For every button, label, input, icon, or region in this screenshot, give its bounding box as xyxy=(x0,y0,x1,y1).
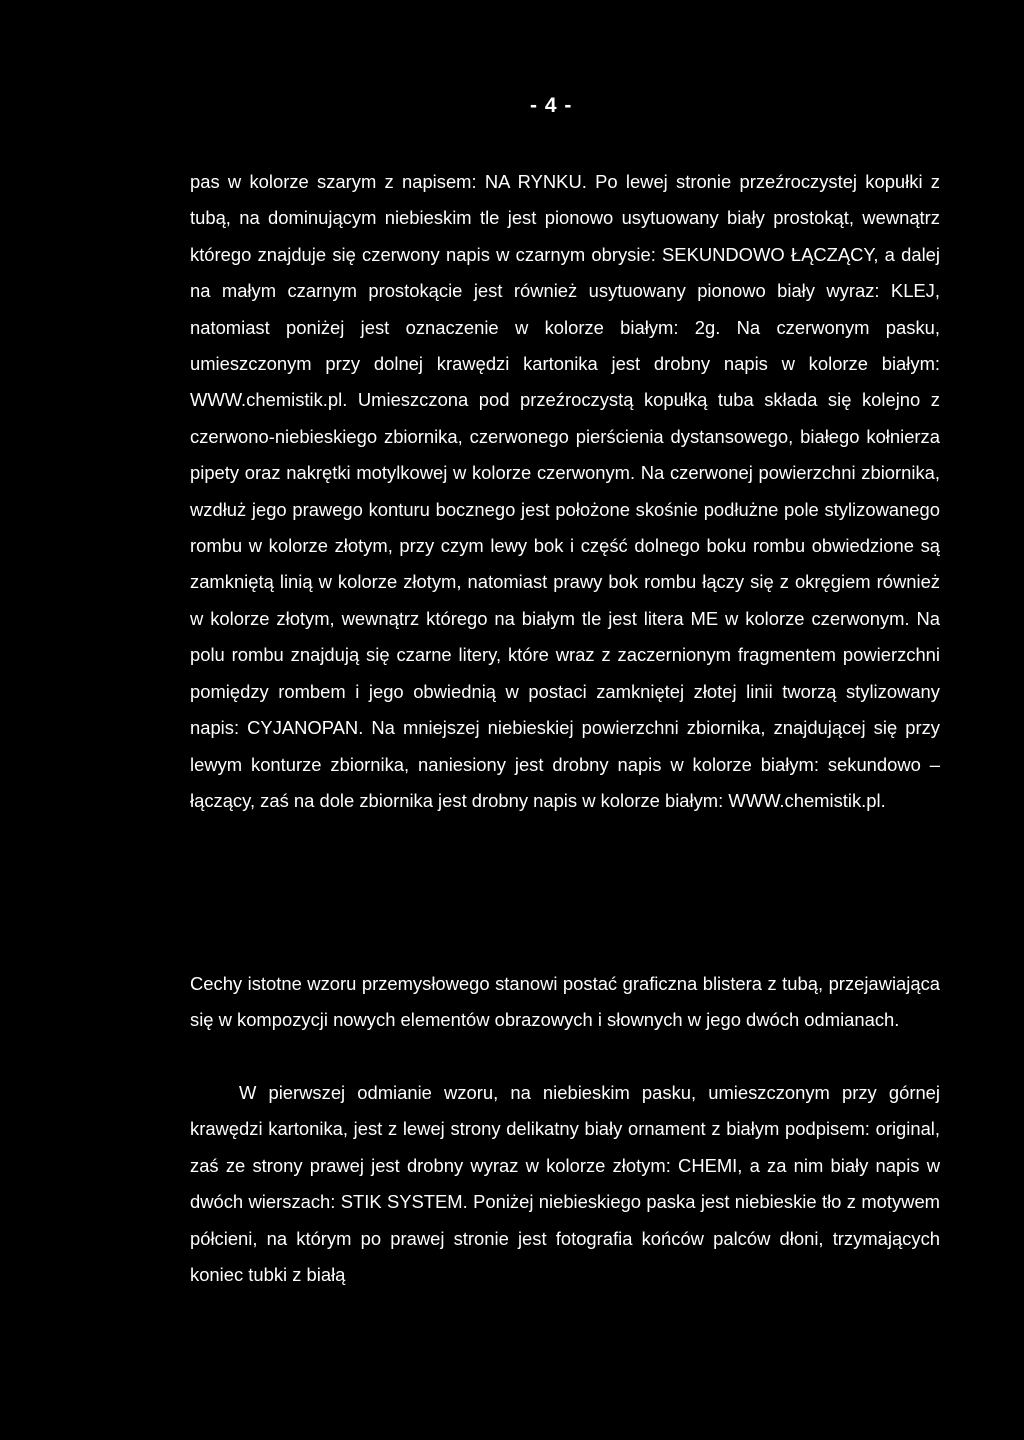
page-number: - 4 - xyxy=(530,94,573,117)
paragraph-first-variant: W pierwszej odmianie wzoru, na niebieskim pasku, umieszczonym przy górnej krawędzi kartonika, jest z lewej strony delikatny biały ornament z białym podpisem: original, zaś ze strony prawej jest drobny wyraz w kolorze złotym: CHEMI, a za nim biały napis w dwóch wierszach: STIK SYSTEM. Poniżej niebieskiego paska jest niebieskie tło z motywem półcieni, na którym po prawej stronie jest fotografia końców palców dłoni, trzymających koniec tubki z białą xyxy=(190,1082,940,1286)
paragraph-essential-features: Cechy istotne wzoru przemysłowego stanowi postać graficzna blistera z tubą, przejawiająca się w kompozycji nowych elementów obrazowych i słownych w jego dwóch odmianach. xyxy=(190,973,940,1031)
paragraph-description-continued: pas w kolorze szarym z napisem: NA RYNKU. Po lewej stronie przeźroczystej kopułki z tubą, na dominującym niebieskim tle jest pionowo usytuowany biały prostokąt, wewnątrz którego znajduje się czerwony napis w czarnym obrysie: SEKUNDOWO ŁĄCZĄCY, a dalej na małym czarnym prostokącie jest również usytuowany pionowo biały wyraz: KLEJ, natomiast poniżej jest oznaczenie w kolorze białym: 2g. Na czerwonym pasku, umieszczonym przy dolnej krawędzi kartonika jest drobny napis w kolorze białym: WWW.chemistik.pl. Umieszczona pod przeźroczystą kopułką tuba składa się kolejno z czerwono-niebieskiego zbiornika, czerwonego pierścienia dystansowego, białego kołnierza pipety oraz nakrętki motylkowej w kolorze czerwonym. Na czerwonej powierzchni zbiornika, wzdłuż jego prawego konturu bocznego jest położone skośnie podłużne pole stylizowanego rombu w kolorze złotym, przy czym lewy bok i część dolnego boku rombu obwiedzione są zamkniętą linią w kolorze złotym, natomiast prawy bok rombu łączy się z okręgiem również w kolorze złotym, wewnątrz którego na białym tle jest litera ME w kolorze czerwonym. Na polu rombu znajdują się czarne litery, które wraz z zaczernionym fragmentem powierzchni pomiędzy rombem i jego obwiednią w postaci zamkniętej złotej linii tworzą stylizowany napis: CYJANOPAN. Na mniejszej niebieskiej powierzchni zbiornika, znajdującej się przy lewym konturze zbiornika, naniesiony jest drobny napis w kolorze białym: sekundowo – łączący, zaś na dole zbiornika jest drobny napis w kolorze białym: WWW.chemistik.pl. xyxy=(190,171,940,811)
